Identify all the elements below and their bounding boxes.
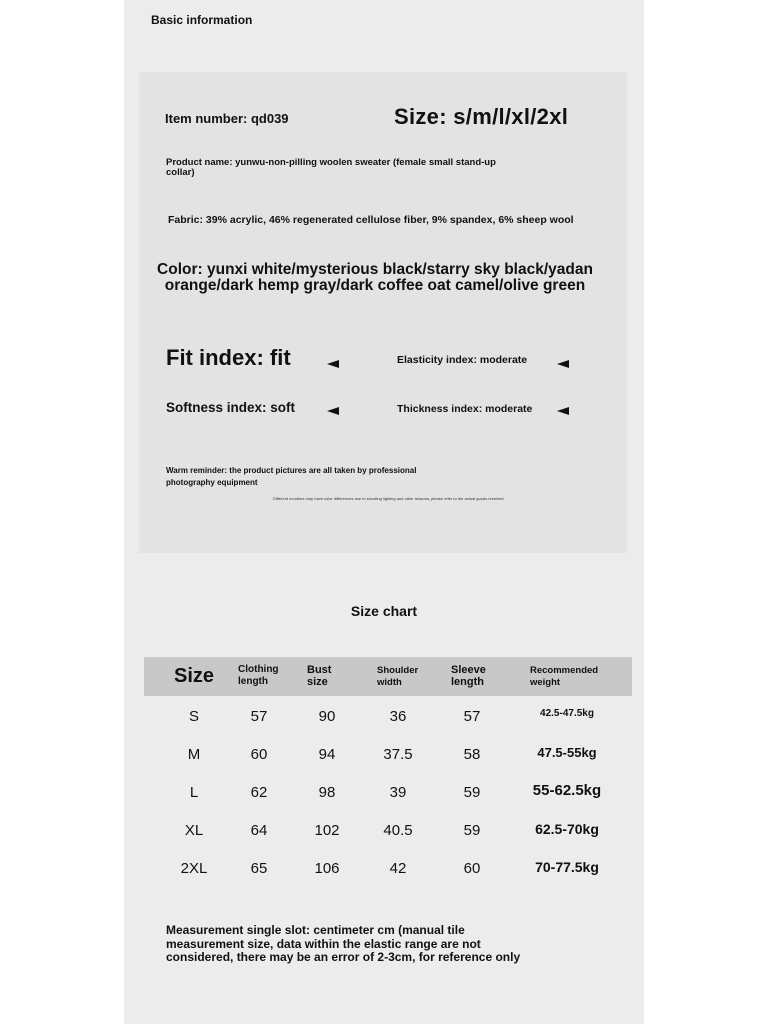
thickness-index-arrow-icon — [557, 407, 569, 415]
table-cell-bust: 102 — [314, 822, 340, 839]
table-cell-shoulder: 42 — [389, 860, 407, 877]
table-cell-weight: 70-77.5kg — [535, 859, 599, 875]
color-disclaimer: Different monitors may have color differences due to shooting lighting and other reasons, please refer to the actual goods received. — [273, 496, 505, 501]
table-cell-weight: 62.5-70kg — [535, 821, 599, 837]
table-cell-shoulder: 40.5 — [383, 822, 413, 839]
table-cell-weight: 42.5-47.5kg — [540, 708, 594, 719]
warm-reminder: Warm reminder: the product pictures are all taken by professional photography equipment — [166, 466, 417, 487]
item-number: Item number: qd039 — [165, 111, 289, 126]
table-cell-length: 62 — [250, 784, 268, 801]
table-cell-sleeve: 58 — [463, 746, 481, 763]
header-recommended-weight: Recommended weight — [530, 665, 599, 688]
table-cell-length: 60 — [250, 746, 268, 763]
table-cell-size: XL — [184, 822, 204, 839]
elasticity-index-arrow-icon — [557, 360, 569, 368]
table-cell-weight: 55-62.5kg — [532, 782, 602, 799]
fit-index: Fit index: fit — [166, 345, 291, 370]
table-cell-size: 2XL — [180, 860, 208, 877]
measurement-note: Measurement single slot: centimeter cm (manual tile measurement size, data within the elastic range are not considered, there may be an error of 2-3cm, for reference only — [166, 923, 521, 964]
header-size: Size — [174, 665, 215, 687]
table-cell-length: 65 — [250, 860, 268, 877]
table-cell-size: S — [188, 708, 199, 725]
fabric-composition: Fabric: 39% acrylic, 46% regenerated cellulose fiber, 9% spandex, 6% sheep wool — [168, 214, 574, 226]
table-cell-shoulder: 39 — [389, 784, 407, 801]
table-cell-shoulder: 37.5 — [383, 746, 413, 763]
table-cell-sleeve: 60 — [463, 860, 481, 877]
fit-index-arrow-icon — [327, 360, 339, 368]
table-cell-bust: 94 — [318, 746, 336, 763]
table-cell-sleeve: 57 — [463, 708, 481, 725]
table-cell-length: 64 — [250, 822, 268, 839]
table-cell-size: M — [187, 746, 201, 763]
product-name: Product name: yunwu-non-pilling woolen sweater (female small stand-up collar) — [166, 157, 496, 178]
table-cell-bust: 106 — [314, 860, 340, 877]
size-options: Size: s/m/l/xl/2xl — [394, 104, 569, 129]
softness-index: Softness index: soft — [166, 400, 296, 415]
table-cell-sleeve: 59 — [463, 822, 481, 839]
size-chart-title: Size chart — [350, 603, 418, 619]
table-cell-size: L — [189, 784, 199, 801]
table-cell-shoulder: 36 — [389, 708, 407, 725]
section-title-basic-information: Basic information — [151, 13, 253, 27]
table-cell-bust: 90 — [318, 708, 336, 725]
header-sleeve-length: Sleeve length — [451, 664, 486, 688]
table-cell-length: 57 — [250, 708, 268, 725]
table-cell-sleeve: 59 — [463, 784, 481, 801]
header-bust-size: Bust size — [307, 664, 332, 688]
thickness-index: Thickness index: moderate — [397, 403, 533, 415]
header-shoulder-width: Shoulder width — [377, 665, 419, 688]
softness-index-arrow-icon — [327, 407, 339, 415]
table-cell-bust: 98 — [318, 784, 336, 801]
header-clothing-length: Clothing length — [238, 664, 279, 687]
color-options: Color: yunxi white/mysterious black/starry sky black/yadan orange/dark hemp gray/dark coffee oat camel/olive green — [157, 261, 593, 294]
table-cell-weight: 47.5-55kg — [537, 745, 597, 760]
elasticity-index: Elasticity index: moderate — [397, 354, 528, 366]
